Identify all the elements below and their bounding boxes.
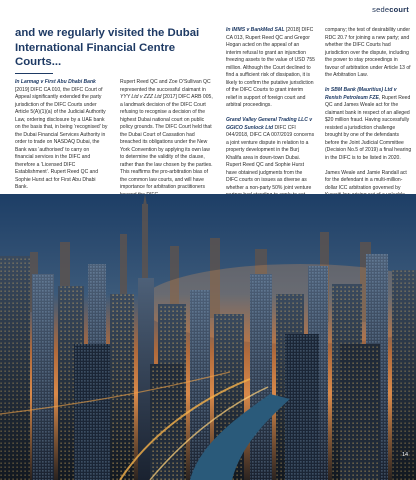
brand-logo <box>372 5 409 14</box>
case-title: In Larmag v First Abu Dhabi Bank <box>15 79 96 85</box>
case-title: Grand Valley General Trading LLC v GGICO Sunlock Ltd <box>226 117 313 131</box>
column-2 <box>120 79 213 207</box>
headline-rule <box>15 73 53 74</box>
column-1 <box>15 79 108 199</box>
page-headline: and we regularly visited the Dubai International Financial Centre Courts... <box>15 27 200 68</box>
case-text-b: [2017] DIFC ARB 005, a landmark decision of the DIFC Court refusing to recognise a decision of the highest Dubai national court on public policy grounds. The DIFC Court held that the Dubai Court of Cassation had breached its obligations under the New York Convention by applying its own law to determine the validity of the clause, rather than the law chosen by the parties. This reaffirms the pro-arbitration bias of the common law courts, and will have importance for arbitration practitioners <box>120 94 213 190</box>
case-title: In IMMS v BankMed SAL <box>226 27 285 33</box>
brand-name-regular: sede <box>372 5 390 14</box>
case-text: [2019] DIFC CA 010, the DIFC Court of Appeal significantly extended the party jurisdiction of the DIFC Courts under Article 5(A)(1)(a) of the Judicial Authority Law, ordering disclosure by a UAE bank on the basis that, in being ‘recognised’ by the Dubai Financial Services Authority in order to trade on NASDAQ Dubai, the Bank was ‘authorised’ to carry on financial services in the DIFC and therefore a ‘Licensed DIFC Establishment’. Rupert Reed QC and Sophie Hurst act for First Abu Dhabi Bank. <box>15 86 108 190</box>
continued-paragraph: company; the test of desirability under RDC 20.7 for joining a new party; and whether the DIFC Courts had jurisdiction over the dispute, including the power to stay proceedings in favour of arbitration under Article 13 of the Arbitration Law. <box>325 27 411 78</box>
case-name: YYY Ltd v ZZZ Ltd <box>120 94 162 100</box>
case-text-a: Rupert Reed QC and Zoe O’Sullivan QC represented the successful claimant in <box>120 79 211 93</box>
case-larmag-paragraph <box>15 79 108 192</box>
case-imms-paragraph <box>226 27 315 110</box>
icc-arbitration-paragraph: James Weale and Jamie Randall act for the defendant in a multi-million-dollar ICC arbitration governed by <box>325 169 407 191</box>
case-yyy-paragraph <box>120 79 213 199</box>
case-title: In SBM Bank (Mauritius) Ltd v Renish Petroleum FZE <box>325 87 397 101</box>
case-text: DIFC CFI 044/2018, DIFC CA 007/2019 concerns a joint venture dispute in relation to a property development in the Burj Khalifa area in down-town Dubai. Rupert Reed QC and Sophie Hurst have obtained judgments from the DIFC courts on issues as diverse as whether a non-party 50% joint venture <box>226 124 315 191</box>
column-3 <box>226 27 315 222</box>
column-4 <box>325 27 413 222</box>
page-number: 14 <box>402 452 409 458</box>
case-text: [2018] DIFC CA 013, Rupert Reed QC and Gregor Hogan acted on the appeal of an interim refusal to grant an injunction freezing assets to the value of USD 755 million. Although the Court declined to find a sufficient risk of dissipation, it is likely to confirm the putative jurisdiction of the DIFC Courts to grant interim relief in support of foreign court and arbitral proceedings. <box>226 27 315 108</box>
dubai-marina-photo <box>0 194 416 480</box>
brand-name-bold: court <box>389 5 409 14</box>
case-text: , Rupert Reed QC and James Weale act for the claimant bank in respect of an alleged $20 million fraud. Having successfully resisted a jurisdiction challenge brought by one of the defendants before the Joint Judicial Committee (Decision No.5 of 2019) a final hearing in the DIFC is to be listed in 2020. <box>325 94 412 161</box>
case-sbm-paragraph <box>325 87 413 162</box>
